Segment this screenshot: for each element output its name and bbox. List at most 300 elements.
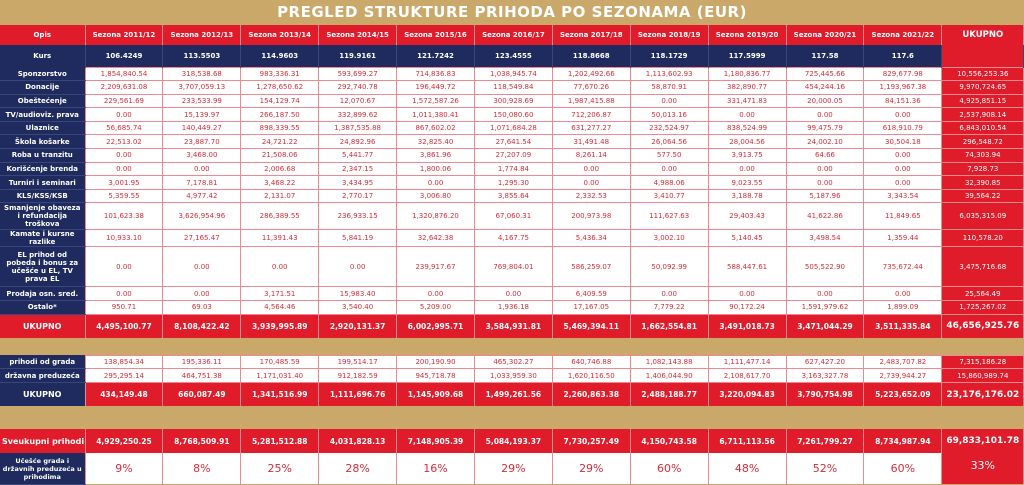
cell-value: 1,011,380.41 xyxy=(397,108,475,122)
table-row xyxy=(0,121,1024,135)
cell-value: 21,508.06 xyxy=(241,149,319,163)
cell-value: 505,522.90 xyxy=(786,247,864,287)
cell-value: 0.00 xyxy=(864,176,942,190)
cell-value: 3,540.40 xyxy=(319,301,397,315)
cell-value: 236,933.15 xyxy=(319,203,397,230)
cell-value: 27,207.09 xyxy=(474,149,552,163)
row-label: Turniri i seminari xyxy=(0,176,85,190)
cell-value: 3,855.64 xyxy=(474,189,552,203)
sum-value: 3,511,335.84 xyxy=(864,314,942,338)
cell-value: 593,699.27 xyxy=(319,67,397,81)
cell-value: 24,892.96 xyxy=(319,135,397,149)
table-row xyxy=(0,176,1024,190)
row-label: Ulaznice xyxy=(0,121,85,135)
row-label: UKUPNO xyxy=(0,314,85,338)
cell-value: 950.71 xyxy=(85,301,163,315)
kurs-value: 123.4555 xyxy=(474,45,552,67)
cell-value: 0.00 xyxy=(397,287,475,301)
row-label: KLS/KSS/KSB xyxy=(0,189,85,203)
cell-value: 3,626,954.96 xyxy=(163,203,241,230)
cell-value: 3,163,327.78 xyxy=(786,369,864,383)
cell-value: 3,498.54 xyxy=(786,230,864,247)
row-label: Donacije xyxy=(0,81,85,95)
cell-value: 3,861.96 xyxy=(397,149,475,163)
kurs-value: 118.8668 xyxy=(552,45,630,67)
cell-value: 4,977.42 xyxy=(163,189,241,203)
cell-value: 239,917.67 xyxy=(397,247,475,287)
cell-value: 26,064.56 xyxy=(630,135,708,149)
row-label: Učešće grada i državnih preduzeća u prihodima xyxy=(0,453,85,484)
cell-value: 1,359.44 xyxy=(864,230,942,247)
cell-value: 0.00 xyxy=(708,162,786,176)
cell-value: 712,206.87 xyxy=(552,108,630,122)
cell-value: 90,172.24 xyxy=(708,301,786,315)
cell-value: 199,514.17 xyxy=(319,355,397,369)
row-total: 3,475,716.68 xyxy=(942,247,1024,287)
cell-value: 56,685.74 xyxy=(85,121,163,135)
column-header-opis: Opis xyxy=(0,25,85,45)
cell-value: 769,804.01 xyxy=(474,247,552,287)
cell-value: 1,936.18 xyxy=(474,301,552,315)
cell-value: 1,987,415.88 xyxy=(552,94,630,108)
cell-value: 101,623.38 xyxy=(85,203,163,230)
column-header-season: Sezona 2011/12 xyxy=(85,25,163,45)
cell-value: 118,549.84 xyxy=(474,81,552,95)
cell-value: 150,080.60 xyxy=(474,108,552,122)
cell-value: 1,038,945.74 xyxy=(474,67,552,81)
row-total: 6,035,315.09 xyxy=(942,203,1024,230)
table-row xyxy=(0,149,1024,163)
kurs-value: 121.7242 xyxy=(397,45,475,67)
sum-value: 2,260,863.38 xyxy=(552,382,630,406)
cell-value: 0.00 xyxy=(163,247,241,287)
header-row xyxy=(0,25,1024,45)
cell-value: 64.66 xyxy=(786,149,864,163)
cell-value: 3,188.78 xyxy=(708,189,786,203)
row-total: 15,860,989.74 xyxy=(942,369,1024,383)
cell-value: 84,151.36 xyxy=(864,94,942,108)
table-row xyxy=(0,94,1024,108)
sum-total: 69,833,101.78 xyxy=(942,429,1024,453)
cell-value: 1,320,876.20 xyxy=(397,203,475,230)
cell-value: 0.00 xyxy=(864,162,942,176)
sum-value: 1,341,516.99 xyxy=(241,382,319,406)
kurs-value: 106.4249 xyxy=(85,45,163,67)
cell-value: 1,180,836.77 xyxy=(708,67,786,81)
cell-value: 0.00 xyxy=(319,247,397,287)
cell-value: 912,182.59 xyxy=(319,369,397,383)
column-header-season: Sezona 2014/15 xyxy=(319,25,397,45)
cell-value: 2,347.15 xyxy=(319,162,397,176)
cell-value: 5,436.34 xyxy=(552,230,630,247)
cell-value: 3,468.00 xyxy=(163,149,241,163)
cell-value: 292,740.78 xyxy=(319,81,397,95)
cell-value: 318,538.68 xyxy=(163,67,241,81)
column-header-season: Sezona 2017/18 xyxy=(552,25,630,45)
page-title: PREGLED STRUKTURE PRIHODA PO SEZONAMA (EUR) xyxy=(277,3,747,21)
cell-value: 12,070.67 xyxy=(319,94,397,108)
kurs-value: 114.9603 xyxy=(241,45,319,67)
cell-value: 898,339.55 xyxy=(241,121,319,135)
cell-value: 640,746.88 xyxy=(552,355,630,369)
cell-value: 10,933.10 xyxy=(85,230,163,247)
sum-value: 7,730,257.49 xyxy=(552,429,630,453)
row-label: Sponzorstvo xyxy=(0,67,85,81)
column-header-season: Sezona 2013/14 xyxy=(241,25,319,45)
cell-value: 3,468.22 xyxy=(241,176,319,190)
cell-value: 2,332.53 xyxy=(552,189,630,203)
cell-value: 454,244.16 xyxy=(786,81,864,95)
sum-value: 2,920,131.37 xyxy=(319,314,397,338)
cell-value: 983,336.31 xyxy=(241,67,319,81)
percent-value: 29% xyxy=(474,453,552,484)
cell-value: 945,718.78 xyxy=(397,369,475,383)
cell-value: 30,504.18 xyxy=(864,135,942,149)
table-row xyxy=(0,108,1024,122)
cell-value: 0.00 xyxy=(864,149,942,163)
percent-total: 33% xyxy=(942,453,1024,484)
kurs-value: 113.5503 xyxy=(163,45,241,67)
cell-value: 829,677.98 xyxy=(864,67,942,81)
cell-value: 69.03 xyxy=(163,301,241,315)
cell-value: 4,167.75 xyxy=(474,230,552,247)
cell-value: 1,033,959.30 xyxy=(474,369,552,383)
cell-value: 266,187.50 xyxy=(241,108,319,122)
cell-value: 11,391.43 xyxy=(241,230,319,247)
cell-value: 0.00 xyxy=(163,162,241,176)
table-row xyxy=(0,230,1024,247)
percent-value: 48% xyxy=(708,453,786,484)
spacer xyxy=(0,338,1024,355)
percent-value: 60% xyxy=(864,453,942,484)
table-row xyxy=(0,135,1024,149)
row-total: 7,928.73 xyxy=(942,162,1024,176)
row-label: prihodi od grada xyxy=(0,355,85,369)
cell-value: 588,447.61 xyxy=(708,247,786,287)
cell-value: 28,004.56 xyxy=(708,135,786,149)
cell-value: 24,002.10 xyxy=(786,135,864,149)
cell-value: 138,854.34 xyxy=(85,355,163,369)
sum-value: 2,488,188.77 xyxy=(630,382,708,406)
column-header-total: UKUPNO xyxy=(942,25,1024,45)
cell-value: 2,739,944.27 xyxy=(864,369,942,383)
row-total: 110,578.20 xyxy=(942,230,1024,247)
kurs-value: 117.6 xyxy=(864,45,942,67)
row-label: Prodaja osn. sred. xyxy=(0,287,85,301)
row-label: Obeštećenje xyxy=(0,94,85,108)
cell-value: 464,751.38 xyxy=(163,369,241,383)
table-row xyxy=(0,287,1024,301)
row-label: EL prihod od pobeda i bonus za učešće u EL, TV prava EL xyxy=(0,247,85,287)
cell-value: 0.00 xyxy=(708,287,786,301)
cell-value: 4,564.46 xyxy=(241,301,319,315)
row-label: UKUPNO xyxy=(0,382,85,406)
cell-value: 22,513.02 xyxy=(85,135,163,149)
sum-value: 1,145,909.68 xyxy=(397,382,475,406)
cell-value: 0.00 xyxy=(630,287,708,301)
sum-value: 3,584,931.81 xyxy=(474,314,552,338)
cell-value: 0.00 xyxy=(85,149,163,163)
cell-value: 5,140.45 xyxy=(708,230,786,247)
column-header-season: Sezona 2012/13 xyxy=(163,25,241,45)
sum-value: 5,223,652.09 xyxy=(864,382,942,406)
row-label: Kamate i kursne razlike xyxy=(0,230,85,247)
cell-value: 31,491.48 xyxy=(552,135,630,149)
cell-value: 232,524.97 xyxy=(630,121,708,135)
cell-value: 1,171,031.40 xyxy=(241,369,319,383)
cell-value: 0.00 xyxy=(397,176,475,190)
sum-value: 7,148,905.39 xyxy=(397,429,475,453)
cell-value: 5,841.19 xyxy=(319,230,397,247)
kurs-value: 117.58 xyxy=(786,45,864,67)
revenue-table xyxy=(0,25,1024,485)
table-row xyxy=(0,369,1024,383)
cell-value: 7,779.22 xyxy=(630,301,708,315)
cell-value: 32,642.38 xyxy=(397,230,475,247)
cell-value: 331,471.83 xyxy=(708,94,786,108)
spacer-row xyxy=(0,338,1024,355)
table-row xyxy=(0,189,1024,203)
column-header-season: Sezona 2019/20 xyxy=(708,25,786,45)
cell-value: 0.00 xyxy=(241,247,319,287)
sum-total: 23,176,176.02 xyxy=(942,382,1024,406)
cell-value: 1,774.84 xyxy=(474,162,552,176)
cell-value: 0.00 xyxy=(630,162,708,176)
cell-value: 1,406,044.90 xyxy=(630,369,708,383)
cell-value: 3,707,059.13 xyxy=(163,81,241,95)
cell-value: 140,449.27 xyxy=(163,121,241,135)
cell-value: 332,899.62 xyxy=(319,108,397,122)
cell-value: 1,899.09 xyxy=(864,301,942,315)
cell-value: 2,006.68 xyxy=(241,162,319,176)
sum-value: 1,662,554.81 xyxy=(630,314,708,338)
cell-value: 0.00 xyxy=(163,287,241,301)
sum-value: 3,939,995.89 xyxy=(241,314,319,338)
sum-value: 3,220,094.83 xyxy=(708,382,786,406)
cell-value: 7,178.81 xyxy=(163,176,241,190)
kurs-row xyxy=(0,45,1024,67)
cell-value: 1,620,116.50 xyxy=(552,369,630,383)
row-label: Kurs xyxy=(0,45,85,67)
cell-value: 0.00 xyxy=(708,108,786,122)
cell-value: 0.00 xyxy=(85,247,163,287)
cell-value: 77,670.26 xyxy=(552,81,630,95)
row-label: Škola košarke xyxy=(0,135,85,149)
cell-value: 1,193,967.38 xyxy=(864,81,942,95)
percent-value: 25% xyxy=(241,453,319,484)
cell-value: 5,441.77 xyxy=(319,149,397,163)
cell-value: 838,524.99 xyxy=(708,121,786,135)
cell-value: 627,427.20 xyxy=(786,355,864,369)
cell-value: 1,202,492.66 xyxy=(552,67,630,81)
cell-value: 382,890.77 xyxy=(708,81,786,95)
cell-value: 11,849.65 xyxy=(864,203,942,230)
cell-value: 32,825.40 xyxy=(397,135,475,149)
row-label: Smanjenje obaveza i refundacija troškova xyxy=(0,203,85,230)
cell-value: 170,485.59 xyxy=(241,355,319,369)
cell-value: 5,187.96 xyxy=(786,189,864,203)
cell-value: 50,013.16 xyxy=(630,108,708,122)
sum-value: 8,108,422.42 xyxy=(163,314,241,338)
cell-value: 300,928.69 xyxy=(474,94,552,108)
column-header-season: Sezona 2018/19 xyxy=(630,25,708,45)
cell-value: 725,445.66 xyxy=(786,67,864,81)
table-row xyxy=(0,355,1024,369)
cell-value: 3,006.80 xyxy=(397,189,475,203)
percent-value: 60% xyxy=(630,453,708,484)
cell-value: 0.00 xyxy=(864,287,942,301)
cell-value: 295,295.14 xyxy=(85,369,163,383)
cell-value: 5,359.55 xyxy=(85,189,163,203)
cell-value: 233,533.99 xyxy=(163,94,241,108)
cell-value: 1,854,840.54 xyxy=(85,67,163,81)
table-row xyxy=(0,247,1024,287)
cell-value: 17,167.05 xyxy=(552,301,630,315)
row-label: Ostalo* xyxy=(0,301,85,315)
cell-value: 50,092.99 xyxy=(630,247,708,287)
column-header-season: Sezona 2020/21 xyxy=(786,25,864,45)
percent-value: 28% xyxy=(319,453,397,484)
row-total: 10,556,253.36 xyxy=(942,67,1024,81)
cell-value: 229,561.69 xyxy=(85,94,163,108)
column-header-season: Sezona 2015/16 xyxy=(397,25,475,45)
cell-value: 27,641.54 xyxy=(474,135,552,149)
sum-value: 434,149.48 xyxy=(85,382,163,406)
sum-value: 4,495,100.77 xyxy=(85,314,163,338)
row-total: 296,548.72 xyxy=(942,135,1024,149)
cell-value: 195,336.11 xyxy=(163,355,241,369)
row-label: Roba u tranzitu xyxy=(0,149,85,163)
sum-value: 8,734,987.94 xyxy=(864,429,942,453)
sum-value: 4,031,828.13 xyxy=(319,429,397,453)
row-label: državna preduzeća xyxy=(0,369,85,383)
cell-value: 6,409.59 xyxy=(552,287,630,301)
cell-value: 0.00 xyxy=(630,94,708,108)
cell-value: 3,913.75 xyxy=(708,149,786,163)
cell-value: 2,483,707.82 xyxy=(864,355,942,369)
sum-value: 4,929,250.25 xyxy=(85,429,163,453)
percent-value: 52% xyxy=(786,453,864,484)
kurs-total xyxy=(942,45,1024,67)
cell-value: 41,622.86 xyxy=(786,203,864,230)
cell-value: 99,475.79 xyxy=(786,121,864,135)
kurs-value: 117.5999 xyxy=(708,45,786,67)
sum-value: 5,281,512.88 xyxy=(241,429,319,453)
cell-value: 1,278,650.62 xyxy=(241,81,319,95)
row-total: 4,925,851.15 xyxy=(942,94,1024,108)
cell-value: 20,000.05 xyxy=(786,94,864,108)
sveukupno-row xyxy=(0,429,1024,453)
sum-value: 3,790,754.98 xyxy=(786,382,864,406)
sum-value: 8,768,509.91 xyxy=(163,429,241,453)
percent-value: 16% xyxy=(397,453,475,484)
table-row xyxy=(0,162,1024,176)
cell-value: 1,111,477.14 xyxy=(708,355,786,369)
cell-value: 1,295.30 xyxy=(474,176,552,190)
cell-value: 1,387,535.88 xyxy=(319,121,397,135)
row-total: 9,970,724.65 xyxy=(942,81,1024,95)
cell-value: 4,988.06 xyxy=(630,176,708,190)
cell-value: 8,261.14 xyxy=(552,149,630,163)
column-header-season: Sezona 2021/22 xyxy=(864,25,942,45)
ukupno-grad-row xyxy=(0,382,1024,406)
row-total: 6,843,010.54 xyxy=(942,121,1024,135)
cell-value: 15,983.40 xyxy=(319,287,397,301)
row-total: 74,303.94 xyxy=(942,149,1024,163)
row-total: 25,564.49 xyxy=(942,287,1024,301)
cell-value: 714,836.83 xyxy=(397,67,475,81)
row-total: 32,390.85 xyxy=(942,176,1024,190)
cell-value: 3,434.95 xyxy=(319,176,397,190)
cell-value: 1,572,587.26 xyxy=(397,94,475,108)
cell-value: 29,403.43 xyxy=(708,203,786,230)
sum-value: 5,469,394.11 xyxy=(552,314,630,338)
cell-value: 15,139.97 xyxy=(163,108,241,122)
cell-value: 0.00 xyxy=(786,162,864,176)
cell-value: 0.00 xyxy=(85,287,163,301)
table-row xyxy=(0,67,1024,81)
cell-value: 67,060.31 xyxy=(474,203,552,230)
table-row xyxy=(0,81,1024,95)
kurs-value: 119.9161 xyxy=(319,45,397,67)
row-total: 2,537,908.14 xyxy=(942,108,1024,122)
percent-value: 8% xyxy=(163,453,241,484)
cell-value: 200,190.90 xyxy=(397,355,475,369)
cell-value: 196,449.72 xyxy=(397,81,475,95)
cell-value: 9,023.55 xyxy=(708,176,786,190)
row-total: 7,315,186.28 xyxy=(942,355,1024,369)
cell-value: 618,910.79 xyxy=(864,121,942,135)
cell-value: 1,591,979.62 xyxy=(786,301,864,315)
ucesce-row xyxy=(0,453,1024,484)
percent-value: 29% xyxy=(552,453,630,484)
cell-value: 111,627.63 xyxy=(630,203,708,230)
cell-value: 0.00 xyxy=(552,162,630,176)
cell-value: 1,071,684.28 xyxy=(474,121,552,135)
cell-value: 465,302.27 xyxy=(474,355,552,369)
table-row xyxy=(0,203,1024,230)
cell-value: 586,259.07 xyxy=(552,247,630,287)
cell-value: 1,082,143.88 xyxy=(630,355,708,369)
sum-value: 4,150,743.58 xyxy=(630,429,708,453)
cell-value: 0.00 xyxy=(552,176,630,190)
cell-value: 735,672.44 xyxy=(864,247,942,287)
cell-value: 58,870.91 xyxy=(630,81,708,95)
cell-value: 0.00 xyxy=(864,108,942,122)
sum-value: 3,491,018.73 xyxy=(708,314,786,338)
cell-value: 2,770.17 xyxy=(319,189,397,203)
row-total: 1,725,267.02 xyxy=(942,301,1024,315)
cell-value: 0.00 xyxy=(85,162,163,176)
ukupno-row xyxy=(0,314,1024,338)
table-row xyxy=(0,301,1024,315)
cell-value: 0.00 xyxy=(474,287,552,301)
cell-value: 3,171.51 xyxy=(241,287,319,301)
spacer-row xyxy=(0,406,1024,429)
row-label: Korišćenje brenda xyxy=(0,162,85,176)
sum-value: 1,111,696.76 xyxy=(319,382,397,406)
cell-value: 154,129.74 xyxy=(241,94,319,108)
cell-value: 577.50 xyxy=(630,149,708,163)
sum-total: 46,656,925.76 xyxy=(942,314,1024,338)
cell-value: 1,113,602.93 xyxy=(630,67,708,81)
spacer xyxy=(0,406,1024,429)
cell-value: 0.00 xyxy=(786,108,864,122)
sum-value: 660,087.49 xyxy=(163,382,241,406)
cell-value: 0.00 xyxy=(786,287,864,301)
row-label: Sveukupni prihodi xyxy=(0,429,85,453)
kurs-value: 118.1729 xyxy=(630,45,708,67)
